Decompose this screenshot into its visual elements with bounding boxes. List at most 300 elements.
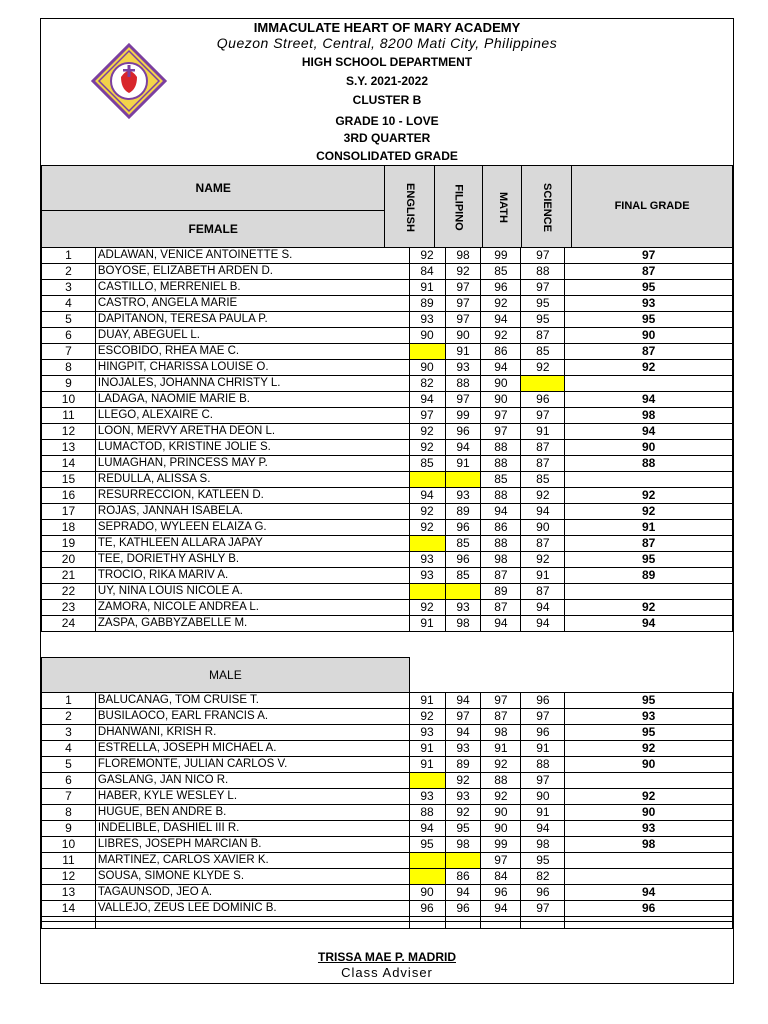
department: HIGH SCHOOL DEPARTMENT (301, 55, 473, 69)
filipino-grade: 95 (445, 821, 481, 837)
final-grade: 93 (565, 709, 733, 725)
english-grade: 93 (409, 725, 445, 741)
final-grade: 87 (565, 344, 733, 360)
student-name: ESCOBIDO, RHEA MAE C. (95, 344, 409, 360)
math-grade: 96 (481, 280, 521, 296)
student-name: GASLANG, JAN NICO R. (95, 773, 409, 789)
table-row (42, 264, 733, 280)
table-row (42, 568, 733, 584)
final-grade: 90 (565, 328, 733, 344)
row-number: 9 (42, 376, 96, 392)
table-row (42, 456, 733, 472)
filipino-grade: 97 (445, 312, 481, 328)
english-grade: 94 (409, 488, 445, 504)
student-name: MARTINEZ, CARLOS XAVIER K. (95, 853, 409, 869)
science-grade: 97 (521, 773, 565, 789)
row-number: 13 (42, 440, 96, 456)
student-name: BUSILAOCO, EARL FRANCIS A. (95, 709, 409, 725)
science-grade: 91 (521, 424, 565, 440)
filipino-grade: 94 (445, 693, 481, 709)
final-grade: 96 (565, 901, 733, 917)
row-number: 18 (42, 520, 96, 536)
student-name: RESURRECCION, KATLEEN D. (95, 488, 409, 504)
student-name: BOYOSE, ELIZABETH ARDEN D. (95, 264, 409, 280)
filipino-grade: 85 (445, 536, 481, 552)
filipino-grade: 92 (445, 264, 481, 280)
final-grade: 87 (565, 264, 733, 280)
science-grade: 97 (521, 280, 565, 296)
science-grade: 92 (521, 552, 565, 568)
final-grade: 91 (565, 520, 733, 536)
table-row (42, 837, 733, 853)
table-row (42, 869, 733, 885)
document-header (41, 19, 733, 166)
row-number: 16 (42, 488, 96, 504)
table-row (42, 488, 733, 504)
math-label: MATH (496, 191, 509, 223)
student-name: ESTRELLA, JOSEPH MICHAEL A. (95, 741, 409, 757)
english-grade: 91 (409, 757, 445, 773)
quarter: 3RD QUARTER (343, 131, 431, 145)
female-label: FEMALE (42, 211, 385, 248)
english-grade: 93 (409, 552, 445, 568)
filipino-grade: 97 (445, 296, 481, 312)
student-name: VALLEJO, ZEUS LEE DOMINIC B. (95, 901, 409, 917)
male-label: MALE (42, 658, 410, 693)
math-grade: 87 (481, 709, 521, 725)
row-number: 13 (42, 885, 96, 901)
table-row (42, 472, 733, 488)
row-number: 9 (42, 821, 96, 837)
table-row (42, 600, 733, 616)
student-name: ROJAS, JANNAH ISABELA. (95, 504, 409, 520)
math-grade: 92 (481, 789, 521, 805)
filipino-grade: 92 (445, 805, 481, 821)
final-grade: 92 (565, 789, 733, 805)
blank-cell (95, 922, 409, 929)
science-grade: 95 (521, 853, 565, 869)
final-grade: 97 (565, 248, 733, 264)
signature-block (41, 949, 733, 981)
table-row (42, 901, 733, 917)
math-header (482, 166, 521, 248)
filipino-grade: 96 (445, 520, 481, 536)
blank-row (42, 922, 733, 929)
filipino-grade: 88 (445, 376, 481, 392)
filipino-label: FILIPINO (453, 183, 466, 231)
row-number: 14 (42, 901, 96, 917)
table-row (42, 821, 733, 837)
student-name: LIBRES, JOSEPH MARCIAN B. (95, 837, 409, 853)
table-row (42, 328, 733, 344)
row-number: 6 (42, 773, 96, 789)
english-grade: 93 (409, 789, 445, 805)
science-grade: 88 (521, 264, 565, 280)
english-grade: 90 (409, 328, 445, 344)
final-grade-header: FINAL GRADE (572, 166, 733, 248)
math-grade: 88 (481, 488, 521, 504)
final-grade (565, 773, 733, 789)
blank-cell (565, 922, 733, 929)
filipino-grade: 94 (445, 725, 481, 741)
science-grade: 92 (521, 488, 565, 504)
math-grade: 85 (481, 264, 521, 280)
row-number: 20 (42, 552, 96, 568)
row-number: 4 (42, 741, 96, 757)
english-grade (409, 853, 445, 869)
male-grades-table (41, 692, 733, 929)
science-header (522, 166, 572, 248)
english-grade: 92 (409, 424, 445, 440)
final-grade: 90 (565, 440, 733, 456)
row-number: 11 (42, 853, 96, 869)
student-name: REDULLA, ALISSA S. (95, 472, 409, 488)
science-grade: 96 (521, 885, 565, 901)
row-number: 5 (42, 312, 96, 328)
name-header: NAME (42, 166, 385, 211)
table-row (42, 853, 733, 869)
final-grade: 89 (565, 568, 733, 584)
science-grade: 96 (521, 725, 565, 741)
filipino-grade: 94 (445, 440, 481, 456)
student-name: BALUCANAG, TOM CRUISE T. (95, 693, 409, 709)
math-grade: 88 (481, 536, 521, 552)
row-number: 10 (42, 392, 96, 408)
student-name: INOJALES, JOHANNA CHRISTY L. (95, 376, 409, 392)
science-grade: 95 (521, 312, 565, 328)
english-grade: 92 (409, 440, 445, 456)
student-name: LADAGA, NAOMIE MARIE B. (95, 392, 409, 408)
final-grade: 87 (565, 536, 733, 552)
table-row (42, 693, 733, 709)
english-grade: 85 (409, 456, 445, 472)
student-name: TROCIO, RIKA MARIV A. (95, 568, 409, 584)
science-grade: 94 (521, 504, 565, 520)
english-grade: 82 (409, 376, 445, 392)
filipino-grade: 91 (445, 456, 481, 472)
math-grade: 90 (481, 805, 521, 821)
table-row (42, 504, 733, 520)
filipino-grade: 86 (445, 869, 481, 885)
english-grade: 94 (409, 392, 445, 408)
blank-cell (521, 922, 565, 929)
row-number: 2 (42, 709, 96, 725)
math-grade: 99 (481, 248, 521, 264)
final-grade: 94 (565, 616, 733, 632)
filipino-grade: 93 (445, 789, 481, 805)
science-grade: 87 (521, 536, 565, 552)
math-grade: 87 (481, 600, 521, 616)
filipino-grade: 92 (445, 773, 481, 789)
english-grade: 91 (409, 616, 445, 632)
row-number: 22 (42, 584, 96, 600)
female-grades-table (41, 247, 733, 632)
section: GRADE 10 - LOVE (335, 114, 439, 128)
row-number: 5 (42, 757, 96, 773)
math-grade: 84 (481, 869, 521, 885)
row-number: 1 (42, 248, 96, 264)
filipino-grade: 96 (445, 552, 481, 568)
science-grade: 95 (521, 296, 565, 312)
english-label: ENGLISH (404, 182, 417, 232)
final-grade: 95 (565, 725, 733, 741)
final-grade (565, 376, 733, 392)
filipino-header (435, 166, 482, 248)
final-grade (565, 869, 733, 885)
table-row (42, 757, 733, 773)
table-row (42, 440, 733, 456)
grade-sheet (40, 18, 734, 984)
final-grade: 92 (565, 600, 733, 616)
table-row (42, 392, 733, 408)
row-number: 6 (42, 328, 96, 344)
student-name: HABER, KYLE WESLEY L. (95, 789, 409, 805)
adviser-role: Class Adviser (341, 965, 433, 980)
math-grade: 89 (481, 584, 521, 600)
filipino-grade: 99 (445, 408, 481, 424)
science-grade: 87 (521, 584, 565, 600)
english-grade: 89 (409, 296, 445, 312)
final-grade: 94 (565, 424, 733, 440)
row-number: 8 (42, 360, 96, 376)
blank-cell (481, 922, 521, 929)
math-grade: 99 (481, 837, 521, 853)
filipino-grade: 93 (445, 600, 481, 616)
filipino-grade: 90 (445, 328, 481, 344)
row-number: 10 (42, 837, 96, 853)
filipino-grade: 96 (445, 424, 481, 440)
math-grade: 92 (481, 757, 521, 773)
column-header (41, 165, 733, 248)
science-grade: 87 (521, 456, 565, 472)
filipino-grade (445, 584, 481, 600)
math-grade: 94 (481, 504, 521, 520)
science-grade: 94 (521, 600, 565, 616)
table-row (42, 424, 733, 440)
student-name: HINGPIT, CHARISSA LOUISE O. (95, 360, 409, 376)
english-header (385, 166, 435, 248)
science-grade: 97 (521, 408, 565, 424)
science-grade: 85 (521, 344, 565, 360)
student-name: LUMAGHAN, PRINCESS MAY P. (95, 456, 409, 472)
blank-cell (42, 922, 96, 929)
final-grade: 95 (565, 312, 733, 328)
table-row (42, 741, 733, 757)
row-number: 1 (42, 693, 96, 709)
english-grade: 96 (409, 901, 445, 917)
math-grade: 88 (481, 440, 521, 456)
table-row (42, 344, 733, 360)
filipino-grade: 97 (445, 709, 481, 725)
math-grade: 90 (481, 392, 521, 408)
filipino-grade: 91 (445, 344, 481, 360)
row-number: 21 (42, 568, 96, 584)
student-name: TEE, DORIETHY ASHLY B. (95, 552, 409, 568)
english-grade: 84 (409, 264, 445, 280)
student-name: DUAY, ABEGUEL L. (95, 328, 409, 344)
table-row (42, 805, 733, 821)
english-grade: 92 (409, 600, 445, 616)
final-grade: 95 (565, 280, 733, 296)
english-grade: 93 (409, 568, 445, 584)
math-grade: 94 (481, 360, 521, 376)
english-grade (409, 344, 445, 360)
row-number: 4 (42, 296, 96, 312)
english-grade: 97 (409, 408, 445, 424)
science-grade: 90 (521, 789, 565, 805)
row-number: 12 (42, 424, 96, 440)
final-grade (565, 584, 733, 600)
english-grade (409, 472, 445, 488)
math-grade: 97 (481, 408, 521, 424)
row-number: 12 (42, 869, 96, 885)
filipino-grade: 89 (445, 504, 481, 520)
english-grade: 95 (409, 837, 445, 853)
school-year: S.Y. 2021-2022 (345, 74, 429, 88)
english-grade: 90 (409, 360, 445, 376)
table-row (42, 248, 733, 264)
student-name: INDELIBLE, DASHIEL III R. (95, 821, 409, 837)
student-name: LOON, MERVY ARETHA DEON L. (95, 424, 409, 440)
table-row (42, 360, 733, 376)
english-grade: 91 (409, 741, 445, 757)
math-grade: 86 (481, 344, 521, 360)
filipino-grade: 89 (445, 757, 481, 773)
math-grade: 94 (481, 312, 521, 328)
student-name: UY, NINA LOUIS NICOLE A. (95, 584, 409, 600)
science-grade: 92 (521, 360, 565, 376)
male-label-spacer (409, 658, 733, 693)
final-grade: 90 (565, 757, 733, 773)
row-number: 23 (42, 600, 96, 616)
science-grade: 88 (521, 757, 565, 773)
english-grade: 94 (409, 821, 445, 837)
table-row (42, 885, 733, 901)
math-grade: 91 (481, 741, 521, 757)
student-name: CASTILLO, MERRENIEL B. (95, 280, 409, 296)
row-number: 8 (42, 805, 96, 821)
table-row (42, 552, 733, 568)
row-number: 17 (42, 504, 96, 520)
science-label: SCIENCE (541, 182, 554, 232)
science-grade: 87 (521, 328, 565, 344)
math-grade: 98 (481, 725, 521, 741)
adviser-name: TRISSA MAE P. MADRID (317, 950, 456, 964)
final-grade: 94 (565, 885, 733, 901)
table-row (42, 520, 733, 536)
page-title: CONSOLIDATED GRADE (316, 149, 458, 163)
math-grade: 94 (481, 901, 521, 917)
filipino-grade: 98 (445, 616, 481, 632)
student-name: FLOREMONTE, JULIAN CARLOS V. (95, 757, 409, 773)
student-name: TE, KATHLEEN ALLARA JAPAY (95, 536, 409, 552)
math-grade: 85 (481, 472, 521, 488)
filipino-grade: 97 (445, 392, 481, 408)
student-name: CASTRO, ANGELA MARIE (95, 296, 409, 312)
science-grade: 90 (521, 520, 565, 536)
table-row (42, 536, 733, 552)
table-row (42, 296, 733, 312)
row-number: 15 (42, 472, 96, 488)
student-name: LUMACTOD, KRISTINE JOLIE S. (95, 440, 409, 456)
student-name: DHANWANI, KRISH R. (95, 725, 409, 741)
english-grade: 92 (409, 709, 445, 725)
science-grade: 91 (521, 805, 565, 821)
student-name: LLEGO, ALEXAIRE C. (95, 408, 409, 424)
final-grade: 94 (565, 392, 733, 408)
science-grade: 94 (521, 821, 565, 837)
science-grade: 97 (521, 709, 565, 725)
filipino-grade: 96 (445, 901, 481, 917)
row-number: 3 (42, 280, 96, 296)
row-number: 14 (42, 456, 96, 472)
table-row (42, 584, 733, 600)
science-grade: 91 (521, 568, 565, 584)
row-number: 11 (42, 408, 96, 424)
science-grade: 82 (521, 869, 565, 885)
english-grade: 91 (409, 280, 445, 296)
final-grade: 90 (565, 805, 733, 821)
blank-cell (409, 922, 445, 929)
math-grade: 88 (481, 773, 521, 789)
english-grade: 93 (409, 312, 445, 328)
english-grade: 88 (409, 805, 445, 821)
final-grade: 93 (565, 296, 733, 312)
science-grade: 97 (521, 901, 565, 917)
row-number: 19 (42, 536, 96, 552)
final-grade: 92 (565, 504, 733, 520)
final-grade (565, 472, 733, 488)
math-grade: 90 (481, 376, 521, 392)
filipino-grade: 97 (445, 280, 481, 296)
english-grade: 92 (409, 520, 445, 536)
student-name: DAPITANON, TERESA PAULA P. (95, 312, 409, 328)
blank-cell (445, 922, 481, 929)
science-grade: 96 (521, 392, 565, 408)
final-grade: 95 (565, 693, 733, 709)
student-name: ADLAWAN, VENICE ANTOINETTE S. (95, 248, 409, 264)
final-grade: 98 (565, 837, 733, 853)
row-number: 3 (42, 725, 96, 741)
student-name: ZAMORA, NICOLE ANDREA L. (95, 600, 409, 616)
english-grade: 90 (409, 885, 445, 901)
table-row (42, 376, 733, 392)
science-grade: 85 (521, 472, 565, 488)
table-row (42, 789, 733, 805)
final-grade: 92 (565, 360, 733, 376)
science-grade: 96 (521, 693, 565, 709)
school-name: IMMACULATE HEART OF MARY ACADEMY (253, 20, 521, 35)
math-grade: 94 (481, 616, 521, 632)
math-grade: 97 (481, 424, 521, 440)
math-grade: 97 (481, 693, 521, 709)
student-name: HUGUE, BEN ANDRE B. (95, 805, 409, 821)
math-grade: 96 (481, 885, 521, 901)
row-number: 7 (42, 344, 96, 360)
row-number: 24 (42, 616, 96, 632)
student-name: SOUSA, SIMONE KLYDE S. (95, 869, 409, 885)
science-grade (521, 376, 565, 392)
table-row (42, 709, 733, 725)
english-grade: 92 (409, 248, 445, 264)
science-grade: 94 (521, 616, 565, 632)
filipino-grade: 93 (445, 360, 481, 376)
filipino-grade (445, 853, 481, 869)
row-number: 2 (42, 264, 96, 280)
english-grade: 92 (409, 504, 445, 520)
cluster: CLUSTER B (352, 93, 422, 107)
english-grade (409, 773, 445, 789)
